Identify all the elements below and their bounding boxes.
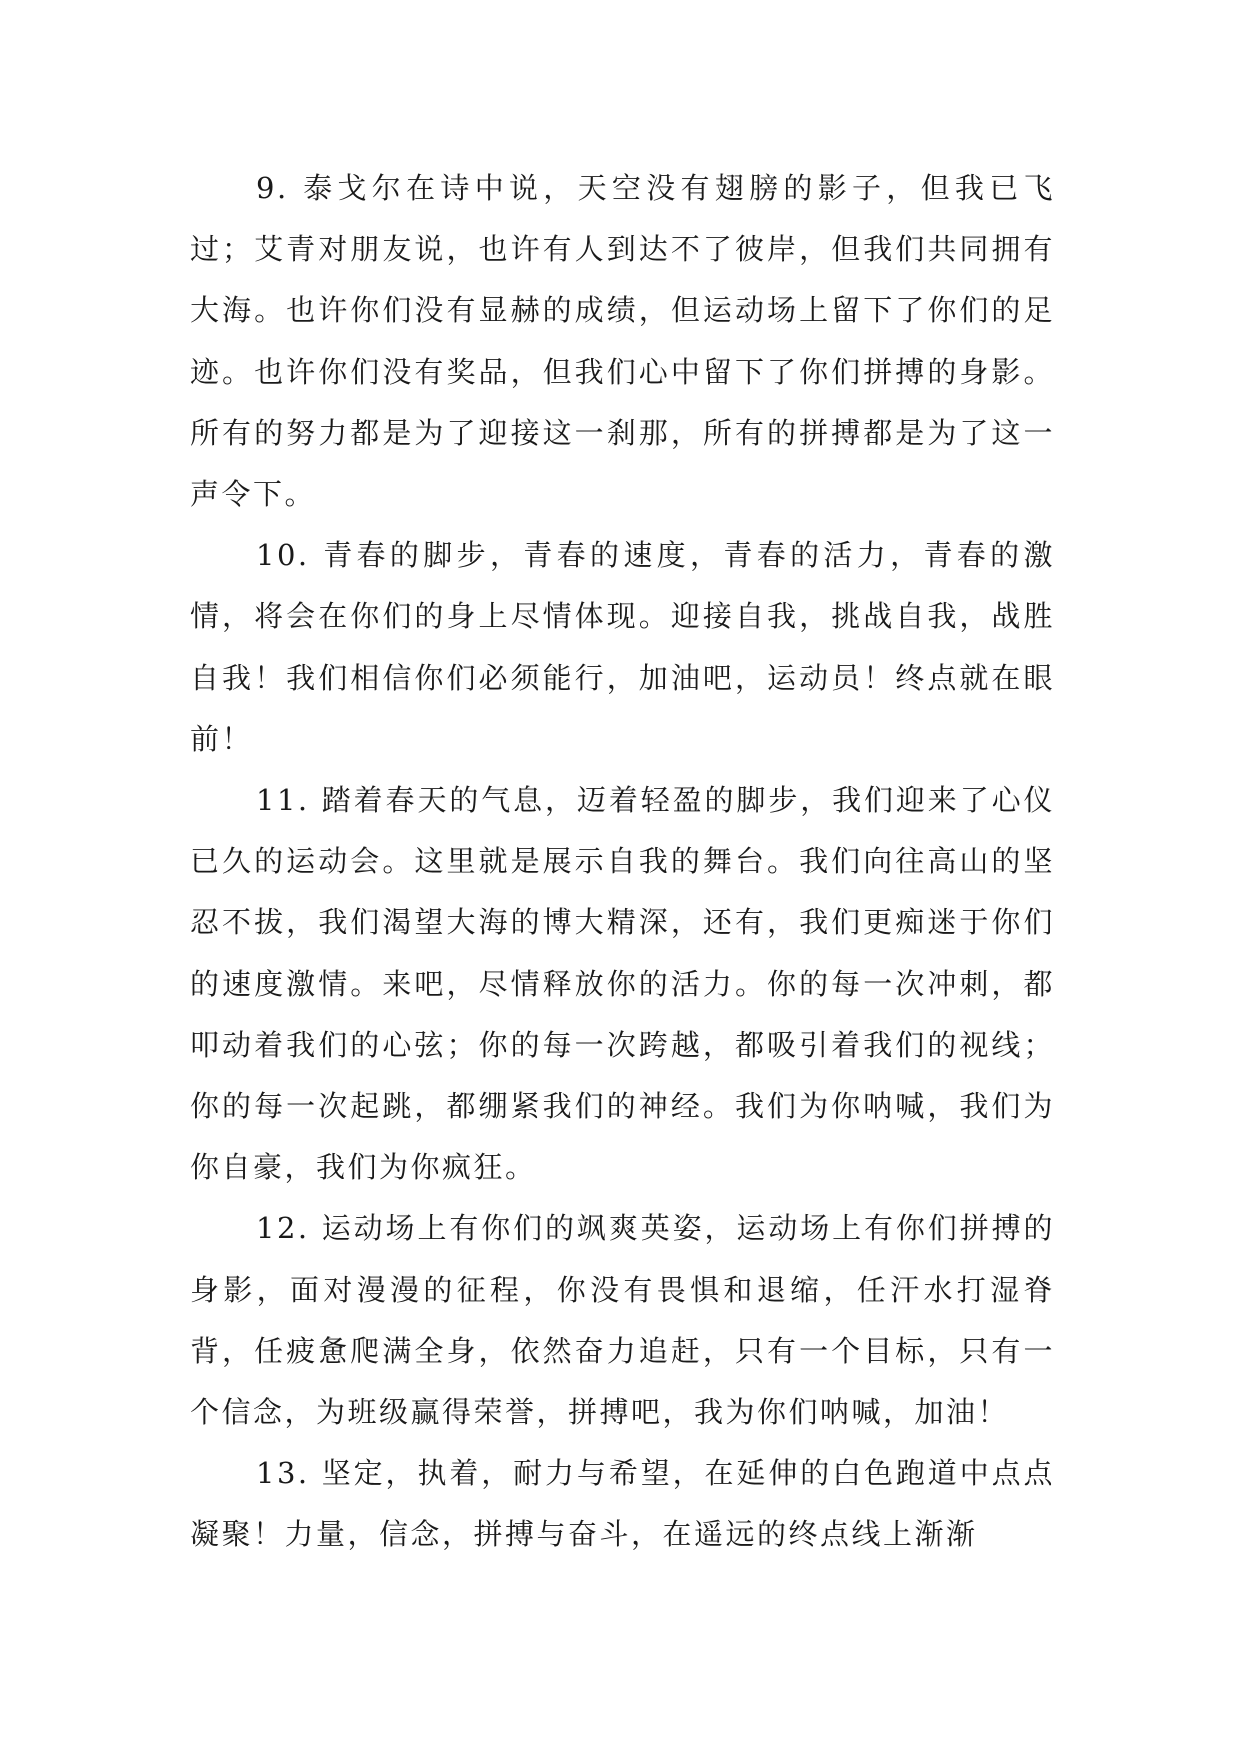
paragraph-text: 运动场上有你们的飒爽英姿，运动场上有你们拼搏的身影，面对漫漫的征程，你没有畏惧和退缩，任汗水打湿脊背，任疲惫爬满全身，依然奋力追赶，只有一个目标，只有一个信念，为班级赢得荣誉，拼搏吧，我为你们呐喊，加油！ [190,1211,1055,1430]
paragraph-10 [190,525,1055,770]
paragraph-number: 10. [256,538,310,573]
paragraph-text: 泰戈尔在诗中说，天空没有翅膀的影子，但我已飞过；艾青对朋友说，也许有人到达不了彼岸，但我们共同拥有大海。也许你们没有显赫的成绩，但运动场上留下了你们的足迹。也许你们没有奖品，但我们心中留下了你们拼搏的身影。所有的努力都是为了迎接这一刹那，所有的拼搏都是为了这一声令下。 [190,171,1055,512]
paragraph-text: 坚定，执着，耐力与希望，在延伸的白色跑道中点点凝聚！力量，信念，拼搏与奋斗，在遥远的终点线上渐渐 [190,1456,1055,1552]
paragraph-9 [190,158,1055,525]
document-body [190,158,1055,1566]
paragraph-11 [190,770,1055,1198]
paragraph-number: 11. [256,783,310,818]
paragraph-number: 12. [256,1211,310,1246]
paragraph-text: 踏着春天的气息，迈着轻盈的脚步，我们迎来了心仪已久的运动会。这里就是展示自我的舞台。我们向往高山的坚忍不拔，我们渴望大海的博大精深，还有，我们更痴迷于你们的速度激情。来吧，尽情释放你的活力。你的每一次冲刺，都叩动着我们的心弦；你的每一次跨越，都吸引着我们的视线；你的每一次起跳，都绷紧我们的神经。我们为你呐喊，我们为你自豪，我们为你疯狂。 [190,783,1055,1185]
paragraph-13 [190,1443,1055,1565]
paragraph-12 [190,1198,1055,1443]
paragraph-number: 9. [256,171,289,205]
paragraph-text: 青春的脚步，青春的速度，青春的活力，青春的激情，将会在你们的身上尽情体现。迎接自我，挑战自我，战胜自我！我们相信你们必须能行，加油吧，运动员！终点就在眼前！ [190,538,1055,756]
paragraph-number: 13. [256,1456,310,1491]
